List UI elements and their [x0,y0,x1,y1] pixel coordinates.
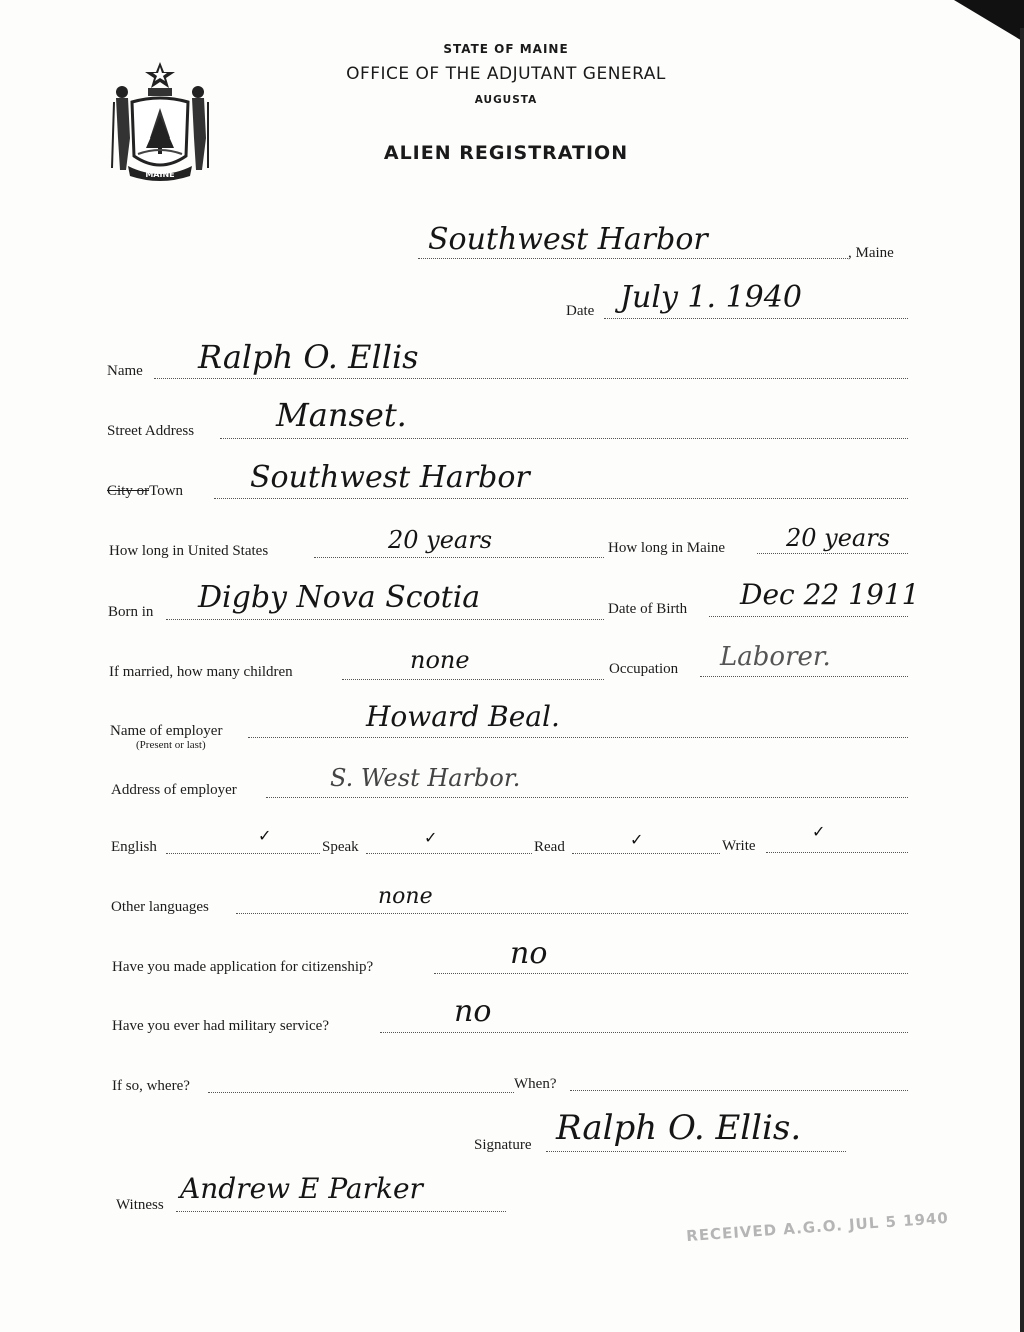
town-label-struck: City or [107,483,150,499]
when-label: When? [514,1076,557,1092]
witness-label: Witness [116,1197,164,1213]
read-label: Read [534,839,565,855]
maine-years-value[interactable]: 20 years [786,524,891,552]
other-languages-line [236,913,908,914]
town-line [214,498,908,499]
other-languages-value[interactable]: none [378,884,433,909]
town-label [107,483,183,500]
page-edge [1020,28,1024,1332]
town-label-text: Town [149,483,184,499]
place-suffix: , Maine [848,245,894,261]
employer-label: Name of employer [110,723,223,739]
read-line [572,853,720,854]
children-label: If married, how many children [109,664,293,680]
signature-value[interactable]: Ralph O. Ellis. [556,1108,802,1148]
name-label: Name [107,363,143,379]
military-line [380,1032,908,1033]
where-line[interactable] [208,1092,514,1093]
children-value[interactable]: none [410,646,470,674]
dob-value[interactable]: Dec 22 1911 [740,578,920,611]
street-value[interactable]: Manset. [276,396,407,434]
witness-value[interactable]: Andrew E Parker [180,1172,423,1205]
write-check[interactable]: ✓ [812,822,826,841]
other-languages-label: Other languages [111,899,209,915]
write-line [766,852,908,853]
where-label: If so, where? [112,1078,190,1094]
dob-line [709,616,908,617]
us-years-line [314,557,604,558]
street-line [220,438,908,439]
employer-address-value[interactable]: S. West Harbor. [330,764,521,792]
employer-sublabel: (Present or last) [136,739,206,751]
employer-address-line [266,797,908,798]
employer-line [248,737,908,738]
born-value[interactable]: Digby Nova Scotia [198,580,481,615]
occupation-label: Occupation [609,661,679,677]
street-label: Street Address [107,423,195,439]
children-line [342,679,604,680]
us-years-label: How long in United States [109,543,269,559]
speak-check[interactable]: ✓ [424,828,438,847]
town-value[interactable]: Southwest Harbor [250,460,530,495]
occupation-line [700,676,908,677]
city-heading: AUGUSTA [474,94,538,106]
english-label: English [111,839,157,855]
english-line [166,853,320,854]
state-heading: STATE OF MAINE [443,42,569,56]
military-label: Have you ever had military service? [112,1018,329,1034]
place-value[interactable]: Southwest Harbor [428,222,708,257]
office-heading: OFFICE OF THE ADJUTANT GENERAL [346,64,666,84]
english-check[interactable]: ✓ [258,826,272,845]
citizenship-label: Have you made application for citizenship? [112,959,374,975]
form-title: ALIEN REGISTRATION [383,142,629,164]
date-label: Date [566,303,595,319]
employer-address-label: Address of employer [111,782,237,798]
when-line[interactable] [570,1090,908,1091]
date-value[interactable]: July 1. 1940 [620,280,802,315]
maine-years-line [757,553,908,554]
speak-label: Speak [322,839,359,855]
maine-years-label: How long in Maine [608,540,726,556]
name-line [154,378,908,379]
name-value[interactable]: Ralph O. Ellis [198,338,419,376]
born-label: Born in [108,604,154,620]
citizenship-value[interactable]: no [510,936,548,971]
dob-label: Date of Birth [608,601,688,617]
torn-corner [954,0,1024,42]
signature-line [546,1151,846,1152]
employer-value[interactable]: Howard Beal. [366,700,560,733]
military-value[interactable]: no [454,994,492,1029]
witness-line [176,1211,506,1212]
date-line [604,318,908,319]
citizenship-line [434,973,908,974]
read-check[interactable]: ✓ [630,830,644,849]
speak-line [366,853,532,854]
signature-label: Signature [474,1137,532,1153]
occupation-value[interactable]: Laborer. [720,642,831,672]
place-line [418,258,848,259]
seal-label: MAINE [145,170,175,179]
us-years-value[interactable]: 20 years [388,526,493,554]
born-line [166,619,604,620]
received-stamp: RECEIVED A.G.O. JUL 5 1940 [685,1208,950,1246]
write-label: Write [722,838,756,854]
